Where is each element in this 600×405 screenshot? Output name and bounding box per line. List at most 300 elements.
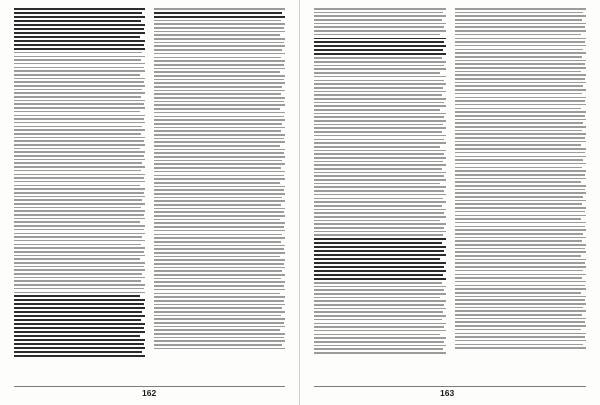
text-line <box>14 299 145 301</box>
text-line <box>455 67 587 69</box>
text-line <box>455 104 587 106</box>
text-line <box>14 207 141 209</box>
text-line <box>455 8 587 10</box>
text-line <box>14 48 145 50</box>
text-line <box>14 273 142 275</box>
text-line <box>154 263 284 265</box>
text-line <box>154 12 282 14</box>
text-line <box>455 133 587 135</box>
text-line <box>455 222 587 224</box>
text-line <box>455 299 585 301</box>
text-line <box>314 254 446 256</box>
text-line <box>14 307 145 309</box>
text-line <box>14 292 145 294</box>
text-line <box>455 211 585 213</box>
text-line <box>154 248 284 250</box>
text-line <box>154 42 284 44</box>
text-line <box>455 170 587 172</box>
right-page <box>300 0 600 405</box>
text-line <box>455 325 587 327</box>
text-line <box>455 307 584 309</box>
text-line <box>154 171 285 173</box>
text-line <box>455 274 587 276</box>
right-page-columns <box>314 8 586 380</box>
text-line <box>14 177 144 179</box>
text-line <box>314 172 446 174</box>
text-line <box>14 133 141 135</box>
text-line <box>455 156 587 158</box>
text-line <box>314 205 442 207</box>
text-line <box>14 218 145 220</box>
text-line <box>154 68 285 70</box>
text-line <box>455 89 587 91</box>
text-line <box>14 144 145 146</box>
text-line <box>154 289 285 291</box>
text-line <box>455 314 583 316</box>
text-line <box>314 65 444 67</box>
text-line <box>14 236 142 238</box>
text-line <box>455 85 584 87</box>
text-line <box>14 315 145 317</box>
text-line <box>314 278 446 280</box>
text-line <box>154 23 285 25</box>
text-line <box>314 186 446 188</box>
text-line <box>455 115 585 117</box>
text-line <box>314 194 446 196</box>
text-line <box>455 226 585 228</box>
text-line <box>14 351 142 353</box>
text-line <box>14 162 142 164</box>
text-line <box>154 285 284 287</box>
text-line <box>455 244 587 246</box>
text-line <box>455 15 587 17</box>
text-line <box>14 339 145 341</box>
text-line <box>455 45 587 47</box>
text-line <box>14 92 145 94</box>
footer-rule <box>314 386 586 387</box>
text-line <box>455 30 587 32</box>
text-line <box>314 61 446 63</box>
text-line <box>14 81 144 83</box>
text-line <box>455 270 584 272</box>
text-line <box>314 45 446 47</box>
text-line <box>154 315 281 317</box>
text-line <box>314 91 446 93</box>
text-line <box>455 137 585 139</box>
text-line <box>455 237 587 239</box>
text-line <box>314 201 446 203</box>
text-line <box>154 219 280 221</box>
text-line <box>154 93 281 95</box>
text-line <box>154 57 281 59</box>
text-line <box>154 270 282 272</box>
text-line <box>14 221 140 223</box>
text-line <box>314 57 442 59</box>
text-line <box>154 152 284 154</box>
text-line <box>455 141 587 143</box>
text-line <box>455 167 583 169</box>
text-line <box>314 161 443 163</box>
text-line <box>314 334 440 336</box>
text-line <box>154 252 285 254</box>
text-line <box>455 196 584 198</box>
text-line <box>154 322 284 324</box>
text-line <box>14 67 144 69</box>
text-line <box>314 146 440 148</box>
text-line <box>455 185 587 187</box>
text-line <box>154 311 285 313</box>
text-line <box>314 234 443 236</box>
text-line <box>314 190 444 192</box>
text-line <box>154 175 284 177</box>
text-line <box>154 127 285 129</box>
text-line <box>154 197 282 199</box>
text-line <box>314 80 444 82</box>
text-line <box>154 49 282 51</box>
text-line <box>14 288 144 290</box>
text-line <box>14 151 145 153</box>
text-line <box>314 216 446 218</box>
text-line <box>154 318 285 320</box>
text-line <box>455 303 587 305</box>
text-line <box>314 231 446 233</box>
text-line <box>455 178 587 180</box>
text-line <box>154 245 285 247</box>
text-line <box>314 127 446 129</box>
text-line <box>14 247 145 249</box>
text-line <box>455 152 585 154</box>
text-line <box>14 233 145 235</box>
text-line <box>154 296 285 298</box>
text-line <box>314 113 446 115</box>
text-line <box>14 199 142 201</box>
text-line <box>14 323 145 325</box>
text-line <box>14 295 140 297</box>
text-line <box>14 52 142 54</box>
text-line <box>314 68 446 70</box>
text-line <box>154 230 285 232</box>
text-line <box>455 318 587 320</box>
text-line <box>314 8 446 10</box>
text-line <box>154 237 285 239</box>
text-line <box>314 23 446 25</box>
text-line <box>154 34 280 36</box>
text-line <box>314 83 446 85</box>
text-line <box>14 16 145 18</box>
text-line <box>314 164 446 166</box>
text-line <box>14 251 144 253</box>
text-line <box>455 285 585 287</box>
text-line <box>154 304 285 306</box>
text-line <box>154 208 285 210</box>
text-line <box>314 266 444 268</box>
text-line <box>14 244 141 246</box>
text-line <box>314 227 444 229</box>
text-line <box>14 44 144 46</box>
text-line <box>154 211 284 213</box>
text-line <box>455 229 587 231</box>
text-line <box>455 130 583 132</box>
text-line <box>154 222 285 224</box>
text-line <box>314 250 444 252</box>
text-line <box>314 270 446 272</box>
text-line <box>14 78 145 80</box>
text-line <box>455 41 585 43</box>
text-line <box>154 340 285 342</box>
text-line <box>314 53 446 55</box>
text-line <box>314 26 444 28</box>
text-line <box>14 170 141 172</box>
text-line <box>455 218 581 220</box>
text-line <box>154 90 285 92</box>
text-line <box>14 100 145 102</box>
text-line <box>314 258 440 260</box>
text-line <box>314 98 446 100</box>
text-line <box>154 259 285 261</box>
text-line <box>314 293 446 295</box>
text-line <box>314 242 442 244</box>
text-line <box>314 72 440 74</box>
text-line <box>314 94 442 96</box>
text-line <box>154 38 285 40</box>
text-line <box>14 262 145 264</box>
right-column-2 <box>455 8 587 380</box>
text-line <box>154 178 285 180</box>
text-line <box>455 344 584 346</box>
text-line <box>314 315 446 317</box>
text-line <box>154 307 282 309</box>
text-line <box>455 122 584 124</box>
text-line <box>14 240 145 242</box>
text-line <box>154 134 285 136</box>
text-line <box>455 163 587 165</box>
text-line <box>455 144 581 146</box>
text-line <box>14 32 145 34</box>
text-line <box>455 248 585 250</box>
text-line <box>314 352 446 354</box>
text-line <box>455 281 587 283</box>
text-line <box>154 167 281 169</box>
text-line <box>314 76 446 78</box>
text-line <box>314 49 443 51</box>
text-line <box>455 233 584 235</box>
text-line <box>314 345 446 347</box>
text-line <box>14 59 141 61</box>
text-line <box>14 140 144 142</box>
text-line <box>455 329 581 331</box>
text-line <box>314 297 440 299</box>
text-line <box>154 156 285 158</box>
text-line <box>14 277 145 279</box>
text-line <box>154 256 280 258</box>
text-line <box>314 116 444 118</box>
text-line <box>314 157 446 159</box>
text-line <box>314 34 440 36</box>
text-line <box>154 20 281 22</box>
text-line <box>314 319 442 321</box>
text-line <box>154 204 281 206</box>
text-line <box>154 267 285 269</box>
text-line <box>14 255 145 257</box>
text-line <box>314 142 446 144</box>
text-line <box>14 85 145 87</box>
text-line <box>154 130 281 132</box>
text-line <box>455 97 587 99</box>
text-line <box>455 38 587 40</box>
text-line <box>314 286 446 288</box>
text-line <box>154 278 281 280</box>
text-line <box>154 333 285 335</box>
text-line <box>14 258 140 260</box>
text-line <box>154 193 285 195</box>
text-line <box>14 126 142 128</box>
text-line <box>154 182 280 184</box>
text-line <box>154 234 282 236</box>
text-line <box>14 347 145 349</box>
text-line <box>314 38 446 40</box>
text-line <box>455 310 587 312</box>
text-line <box>455 192 587 194</box>
text-line <box>14 229 144 231</box>
text-line <box>14 210 145 212</box>
text-line <box>314 223 446 225</box>
text-line <box>314 41 444 43</box>
text-line <box>14 335 140 337</box>
text-line <box>455 52 587 54</box>
text-line <box>14 303 144 305</box>
text-line <box>314 15 446 17</box>
text-line <box>455 82 587 84</box>
text-line <box>455 108 581 110</box>
text-line <box>154 200 285 202</box>
text-line <box>154 97 285 99</box>
text-line <box>14 284 145 286</box>
text-line <box>314 102 444 104</box>
text-line <box>455 174 585 176</box>
text-line <box>455 148 587 150</box>
text-line <box>314 124 443 126</box>
text-line <box>154 75 285 77</box>
page-number: 162 <box>142 388 157 398</box>
text-line <box>14 181 145 183</box>
text-line <box>154 71 280 73</box>
text-line <box>314 246 446 248</box>
text-line <box>154 64 284 66</box>
left-column-2 <box>154 8 285 380</box>
text-line <box>314 300 446 302</box>
text-line <box>455 288 587 290</box>
text-line <box>14 196 145 198</box>
text-line <box>455 292 581 294</box>
text-line <box>314 304 444 306</box>
text-line <box>314 175 444 177</box>
text-line <box>14 122 145 124</box>
text-line <box>14 28 144 30</box>
text-line <box>14 118 144 120</box>
text-line <box>154 145 280 147</box>
text-line <box>314 348 443 350</box>
text-line <box>455 251 587 253</box>
text-line <box>154 160 282 162</box>
text-line <box>14 20 141 22</box>
text-line <box>455 119 587 121</box>
text-line <box>154 60 285 62</box>
text-line <box>14 63 145 65</box>
page-number: 163 <box>440 388 455 398</box>
text-line <box>14 355 145 357</box>
text-line <box>314 289 444 291</box>
text-line <box>314 274 443 276</box>
text-line <box>314 139 444 141</box>
text-line <box>455 333 587 335</box>
text-line <box>14 343 144 345</box>
text-line <box>314 183 440 185</box>
text-line <box>154 329 280 331</box>
text-line <box>14 266 144 268</box>
text-line <box>455 100 585 102</box>
right-column-1 <box>314 8 446 380</box>
text-line <box>314 179 446 181</box>
text-line <box>314 220 440 222</box>
text-line <box>455 111 587 113</box>
text-line <box>455 321 585 323</box>
text-line <box>154 300 284 302</box>
text-line <box>154 348 285 350</box>
text-line <box>154 116 284 118</box>
text-line <box>14 36 140 38</box>
text-line <box>154 16 285 18</box>
text-line <box>14 107 145 109</box>
text-line <box>154 45 285 47</box>
text-line <box>154 31 285 33</box>
text-line <box>154 112 285 114</box>
text-line <box>14 280 141 282</box>
text-line <box>314 120 446 122</box>
text-line <box>14 8 145 10</box>
text-line <box>314 337 446 339</box>
text-line <box>154 274 285 276</box>
text-line <box>14 311 142 313</box>
text-line <box>154 108 280 110</box>
text-line <box>14 148 140 150</box>
text-line <box>14 225 145 227</box>
text-line <box>314 238 446 240</box>
text-line <box>314 262 446 264</box>
text-line <box>14 166 145 168</box>
text-line <box>455 71 581 73</box>
text-line <box>14 137 145 139</box>
text-line <box>154 226 284 228</box>
text-line <box>455 74 587 76</box>
text-line <box>455 277 583 279</box>
text-line <box>455 203 583 205</box>
text-line <box>455 296 587 298</box>
text-line <box>455 63 585 65</box>
text-line <box>154 82 285 84</box>
text-line <box>455 240 583 242</box>
text-line <box>154 293 280 295</box>
text-line <box>455 78 585 80</box>
text-line <box>314 150 446 152</box>
text-line <box>154 101 284 103</box>
text-line <box>314 135 446 137</box>
text-line <box>314 308 446 310</box>
text-line <box>455 347 587 349</box>
text-line <box>314 330 446 332</box>
text-line <box>14 214 144 216</box>
text-line <box>455 23 587 25</box>
text-line <box>154 241 281 243</box>
